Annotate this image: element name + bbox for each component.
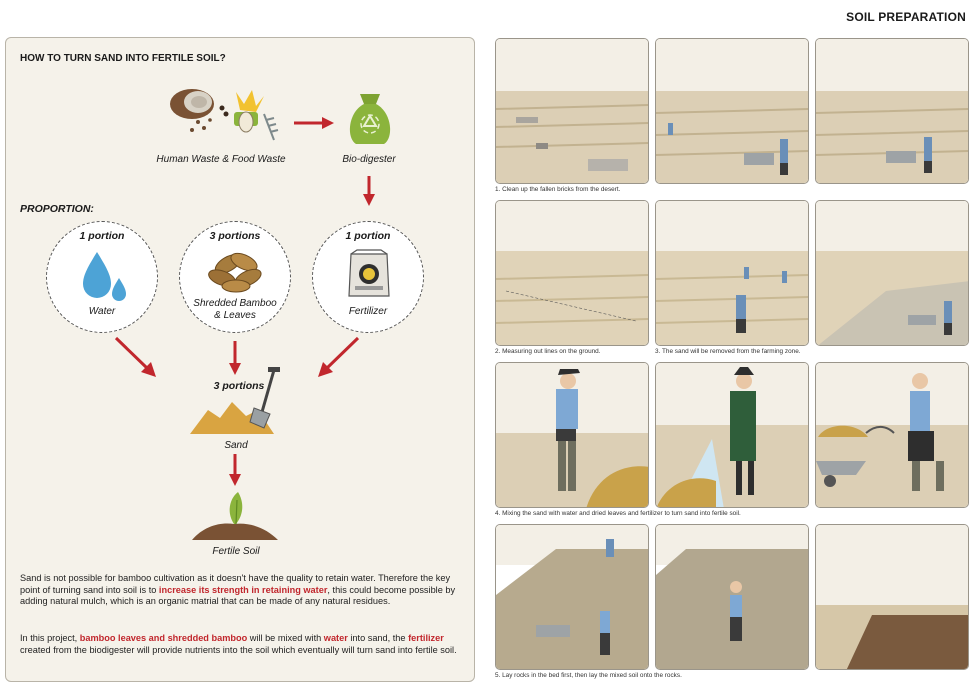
para2-highlight-fertilizer: fertilizer bbox=[408, 633, 444, 643]
step3-illustration-b bbox=[815, 200, 969, 346]
red-arrow-icon bbox=[114, 336, 158, 378]
step5-illustration-c bbox=[815, 524, 969, 670]
para2-text-a: In this project, bbox=[20, 633, 80, 643]
step1-illustration-b bbox=[655, 38, 809, 184]
step3-illustration-a bbox=[655, 200, 809, 346]
para1-text-c: , this could become possible by adding natural mulch, which is an organic matrial that can be made of any natural residues. bbox=[20, 584, 456, 607]
red-arrow-icon bbox=[362, 176, 376, 206]
bamboo-leaves-icon bbox=[206, 248, 266, 296]
step4-caption: 4. Mixing the sand with water and dried leaves and fertilizer to turn sand into fertile soil. bbox=[495, 510, 741, 517]
step5-caption: 5. Lay rocks in the bed first, then lay the mixed soil onto the rocks. bbox=[495, 672, 682, 679]
page-header: SOIL PREPARATION bbox=[846, 10, 966, 24]
step4-illustration-a bbox=[495, 362, 649, 508]
step4-illustration-b bbox=[655, 362, 809, 508]
proportion-label: PROPORTION: bbox=[20, 203, 94, 215]
step4-illustration-c bbox=[815, 362, 969, 508]
red-arrow-icon bbox=[316, 336, 360, 378]
bio-digester-bag-icon bbox=[344, 90, 396, 148]
sand-label: Sand bbox=[224, 440, 248, 451]
digester-caption: Bio-digester bbox=[342, 154, 396, 165]
step1-illustration-a bbox=[495, 38, 649, 184]
sand-shovel-icon bbox=[188, 366, 288, 438]
red-arrow-icon bbox=[228, 454, 242, 486]
bamboo-label-line2: & Leaves bbox=[214, 310, 256, 321]
inputs-caption: Human Waste & Food Waste bbox=[156, 154, 286, 165]
bamboo-label-line1: Shredded Bamboo bbox=[193, 298, 277, 309]
soil-label: Fertile Soil bbox=[212, 546, 260, 557]
para1-highlight: increase its strength in retaining water bbox=[158, 584, 328, 595]
bamboo-portion: 3 portions bbox=[209, 230, 261, 242]
fertilizer-circle bbox=[312, 221, 424, 333]
water-drops-icon bbox=[79, 248, 129, 303]
paragraph-1 bbox=[20, 573, 462, 608]
step3-caption: 3. The sand will be removed from the farming zone. bbox=[655, 348, 801, 355]
step5-illustration-b bbox=[655, 524, 809, 670]
para2-text-c: will be mixed with bbox=[247, 633, 324, 643]
food-waste-icon bbox=[164, 84, 279, 146]
panel-title: HOW TO TURN SAND INTO FERTILE SOIL? bbox=[20, 53, 226, 64]
step2-caption: 2. Measuring out lines on the ground. bbox=[495, 348, 601, 355]
fertilizer-label: Fertilizer bbox=[348, 306, 388, 317]
water-portion: 1 portion bbox=[79, 230, 125, 242]
fertile-soil-sprout-icon bbox=[190, 490, 280, 544]
step5-illustration-a bbox=[495, 524, 649, 670]
para1-text-a: Sand is not possible for bamboo cultivation as it doesn't have the quality to retain water. Therefore the key point of turning sand into soil is to bbox=[20, 573, 451, 595]
fertilizer-portion: 1 portion bbox=[345, 230, 391, 242]
water-circle bbox=[46, 221, 158, 333]
step2-illustration bbox=[495, 200, 649, 346]
red-arrow-icon bbox=[294, 116, 334, 130]
step1-caption: 1. Clean up the fallen bricks from the desert. bbox=[495, 186, 621, 193]
para2-highlight-bamboo: bamboo leaves and shredded bamboo bbox=[79, 633, 248, 643]
paragraph-2 bbox=[20, 633, 462, 656]
fertilizer-bag-icon bbox=[343, 248, 395, 300]
step1-illustration-c bbox=[815, 38, 969, 184]
water-label: Water bbox=[88, 306, 116, 317]
para2-text-g: created from the biodigester will provide nutrients into the soil which eventually will turn sand into fertile soil. bbox=[20, 644, 457, 655]
sand-portion: 3 portions bbox=[213, 380, 265, 392]
infographic-panel bbox=[5, 37, 475, 682]
para2-text-e: into sand, the bbox=[347, 633, 409, 643]
bamboo-circle bbox=[179, 221, 291, 333]
para2-highlight-water: water bbox=[323, 633, 348, 643]
